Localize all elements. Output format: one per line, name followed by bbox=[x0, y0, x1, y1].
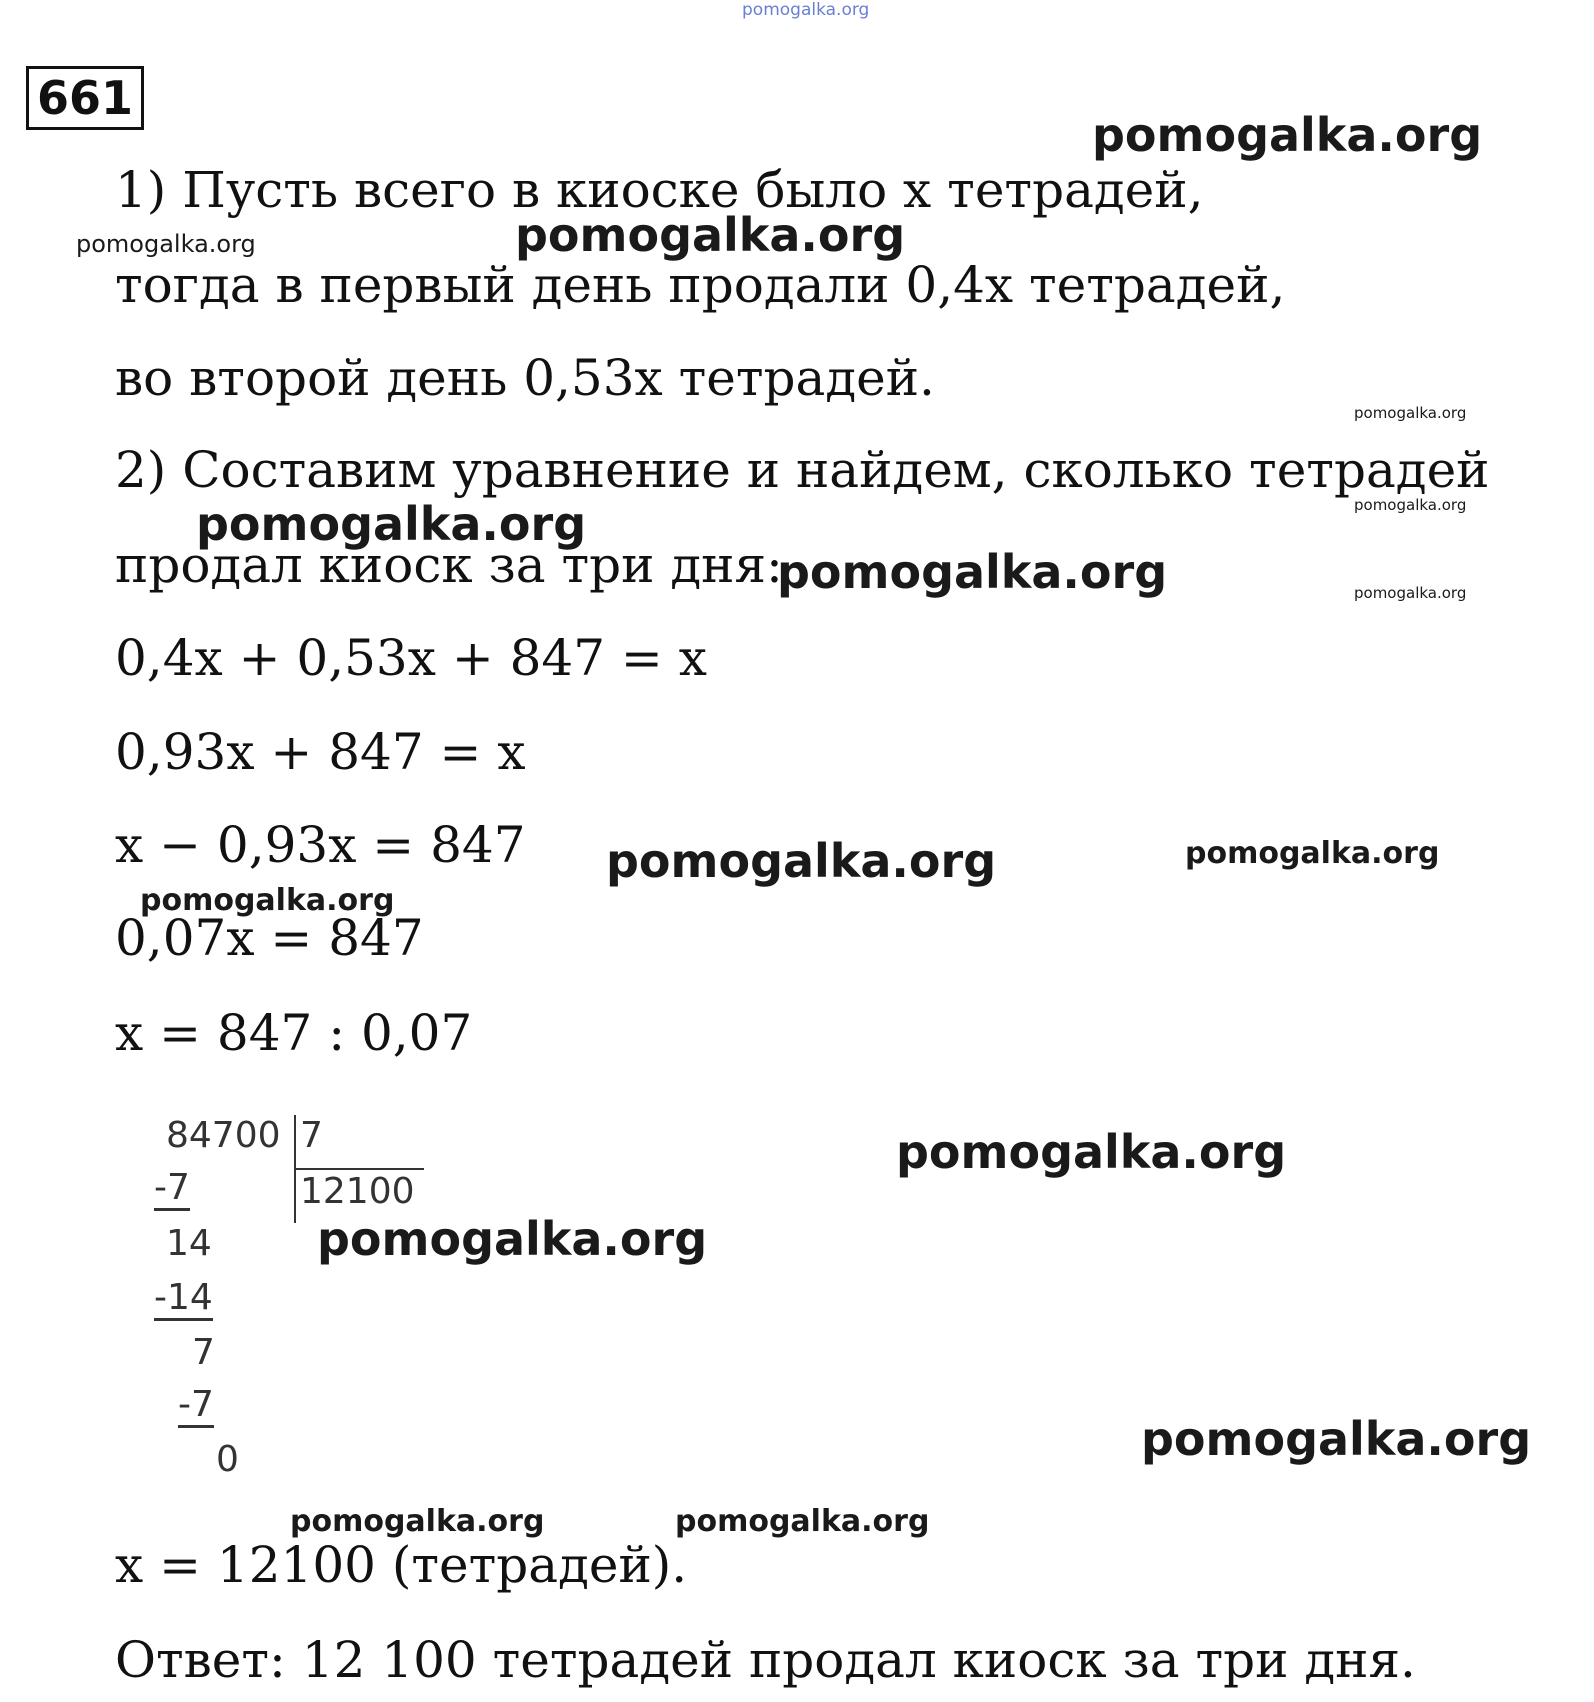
watermark: pomogalka.org bbox=[1092, 108, 1483, 162]
watermark: pomogalka.org bbox=[76, 230, 256, 258]
answer-line: Ответ: 12 100 тетрадей продал киоск за три дня. bbox=[115, 1631, 1416, 1689]
watermark: pomogalka.org bbox=[1185, 836, 1440, 871]
watermark: pomogalka.org bbox=[1354, 496, 1467, 514]
watermark: pomogalka.org bbox=[290, 1504, 545, 1539]
step2-line2: продал киоск за три дня: bbox=[115, 536, 783, 594]
watermark: pomogalka.org bbox=[675, 1504, 930, 1539]
watermark: pomogalka.org bbox=[606, 834, 997, 888]
step1-line3: во второй день 0,53x тетрадей. bbox=[115, 349, 935, 407]
watermark: pomogalka.org bbox=[140, 883, 395, 918]
step2-line1: 2) Составим уравнение и найдем, сколько тетрадей bbox=[115, 441, 1490, 499]
watermark: pomogalka.org bbox=[896, 1125, 1287, 1179]
watermark: pomogalka.org bbox=[196, 497, 587, 551]
equation-4: 0,07x = 847 bbox=[115, 909, 424, 967]
division-horizontal-line bbox=[296, 1168, 424, 1170]
equation-5: x = 847 : 0,07 bbox=[115, 1004, 473, 1062]
division-step-4: 7 bbox=[192, 1332, 215, 1373]
watermark: pomogalka.org bbox=[1141, 1412, 1532, 1466]
division-quotient: 12100 bbox=[300, 1171, 415, 1212]
division-divisor: 7 bbox=[300, 1115, 323, 1156]
division-step-1: -7 bbox=[154, 1167, 190, 1211]
division-step-5: -7 bbox=[178, 1384, 214, 1428]
equation-1: 0,4x + 0,53x + 847 = x bbox=[115, 629, 707, 687]
equation-3: x − 0,93x = 847 bbox=[115, 816, 526, 874]
division-step-2: 14 bbox=[166, 1223, 212, 1264]
watermark: pomogalka.org bbox=[1354, 584, 1467, 602]
watermark: pomogalka.org bbox=[777, 545, 1168, 599]
watermark: pomogalka.org bbox=[317, 1212, 708, 1266]
division-step-6: 0 bbox=[216, 1439, 239, 1480]
watermark: pomogalka.org bbox=[515, 208, 906, 262]
long-division bbox=[150, 1115, 450, 1485]
watermark: pomogalka.org bbox=[1354, 404, 1467, 422]
step1-line1: 1) Пусть всего в киоске было x тетрадей, bbox=[115, 161, 1204, 219]
equation-2: 0,93x + 847 = x bbox=[115, 723, 526, 781]
watermark-top: pomogalka.org bbox=[742, 0, 870, 20]
problem-number: 661 bbox=[26, 66, 144, 130]
step1-line2: тогда в первый день продали 0,4x тетрадей, bbox=[115, 256, 1286, 314]
division-dividend: 84700 bbox=[166, 1115, 281, 1156]
result-line: x = 12100 (тетрадей). bbox=[115, 1536, 688, 1594]
division-step-3: -14 bbox=[154, 1277, 213, 1321]
